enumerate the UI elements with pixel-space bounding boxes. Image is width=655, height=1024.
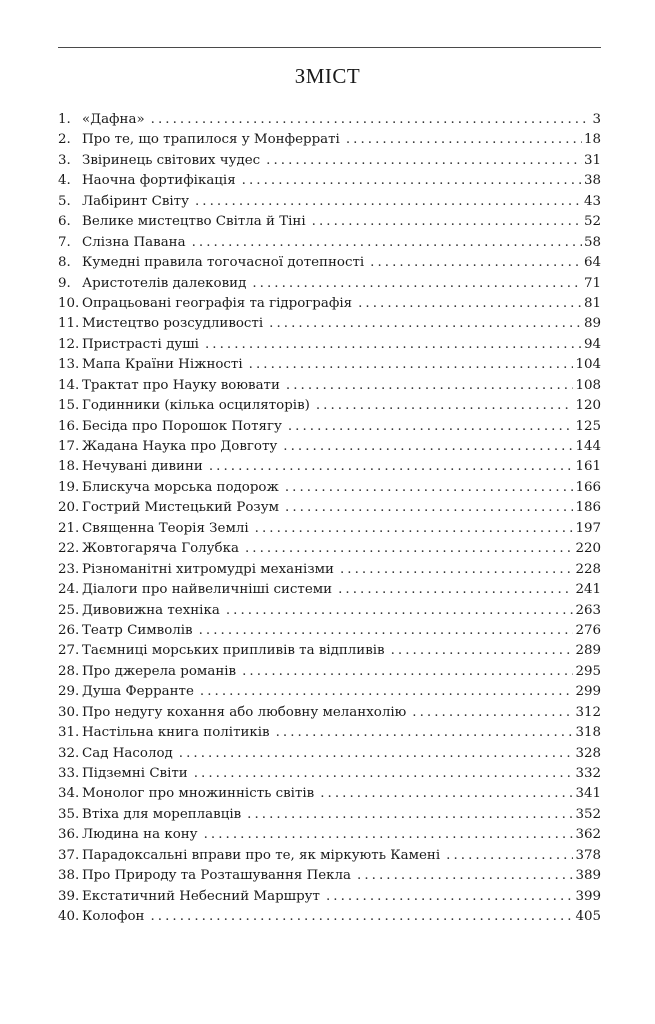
toc-dot-leader [247, 805, 573, 825]
toc-entry-number: 32. [58, 745, 80, 761]
toc-dot-leader [242, 662, 573, 682]
toc-entry [58, 478, 601, 498]
toc-entry-title: Театр Символів [82, 622, 193, 638]
toc-dot-leader [205, 335, 582, 355]
toc-entry-number: 19. [58, 479, 80, 495]
toc-dot-leader [391, 641, 574, 661]
toc-entry-title: Про Природу та Розташування Пекла [82, 868, 352, 884]
toc-entry-number: 34. [58, 786, 80, 802]
toc-entry-number: 40. [58, 909, 80, 925]
toc-entry-number: 6. [58, 214, 71, 230]
toc-entry-page-number: 328 [575, 745, 601, 761]
toc-entry-title: Про джерела романів [82, 663, 237, 679]
toc-entry [58, 274, 601, 294]
toc-entry-title: Дивовижна техніка [82, 602, 220, 618]
toc-dot-leader [446, 846, 573, 866]
toc-entry-title: Годинники (кілька осциляторів) [82, 398, 310, 414]
toc-entry-title: Мапа Країни Ніжності [82, 357, 243, 373]
toc-entry [58, 437, 601, 457]
toc-entry [58, 723, 601, 743]
toc-entry-number: 28. [58, 663, 80, 679]
toc-dot-leader [412, 703, 573, 723]
toc-dot-leader [150, 907, 573, 927]
toc-entry-title: Парадоксальні вправи про те, як міркують Камені [82, 847, 441, 863]
toc-entry-number: 3. [58, 152, 71, 168]
toc-entry-title: Опрацьовані географія та гідрографія [82, 295, 353, 311]
toc-dot-leader [316, 396, 574, 416]
toc-entry-number: 38. [58, 868, 80, 884]
toc-entry-title: Діалоги про найвеличніші системи [82, 582, 333, 598]
toc-entry-title: Різноманітні хитромудрі механізми [82, 561, 334, 577]
toc-entry-page-number: 332 [575, 766, 601, 781]
toc-entry-number: 31. [58, 725, 80, 741]
toc-dot-leader [151, 110, 591, 130]
toc-entry-page-number: 52 [583, 214, 601, 230]
toc-entry-title: Про те, що трапилося у Монферраті [82, 132, 340, 148]
toc-entry-page-number: 64 [583, 255, 601, 271]
toc-dot-leader [320, 784, 573, 804]
toc-entry-title: Блискуча морська подорож [82, 479, 279, 495]
toc-entry-title: Настільна книга політиків [82, 725, 270, 741]
toc-entry-page-number: 3 [592, 112, 601, 127]
toc-entry-title: Людина на кону [82, 827, 198, 843]
toc-entry [58, 376, 601, 396]
toc-entry-page-number: 378 [575, 847, 601, 863]
toc-entry [58, 539, 601, 559]
toc-entry-number: 1. [58, 112, 71, 127]
toc-entry-page-number: 352 [575, 806, 601, 822]
toc-entry-page-number: 89 [583, 316, 601, 332]
toc-entry [58, 764, 601, 784]
toc-dot-leader [195, 192, 582, 212]
toc-entry [58, 887, 601, 907]
toc-dot-leader [252, 274, 582, 294]
toc-entry-title: Про недугу кохання або любовну меланхолію [82, 704, 407, 720]
toc-entry-page-number: 318 [575, 725, 601, 741]
toc-entry-number: 39. [58, 888, 80, 904]
toc-entry-page-number: 43 [583, 193, 601, 209]
toc-entry-title: Слізна Павана [82, 234, 186, 250]
toc-entry [58, 846, 601, 866]
toc-dot-leader [242, 171, 582, 191]
toc-entry [58, 171, 601, 191]
toc-entry-number: 16. [58, 418, 80, 434]
toc-dot-leader [285, 478, 574, 498]
toc-dot-leader [288, 417, 574, 437]
toc-entry-title: Аристотелів далековид [82, 275, 247, 291]
toc-entry-number: 20. [58, 500, 80, 516]
toc-entry-title: Таємниці морських припливів та відпливів [82, 643, 385, 659]
toc-entry [58, 682, 601, 702]
toc-entry-page-number: 341 [575, 786, 601, 802]
toc-entry-page-number: 166 [575, 479, 601, 495]
toc-entry [58, 907, 601, 927]
toc-entry-number: 25. [58, 602, 80, 618]
toc-dot-leader [370, 253, 582, 273]
toc-entry-number: 15. [58, 398, 80, 414]
toc-entry-title: Пристрасті душі [82, 336, 199, 352]
toc-entry [58, 703, 601, 723]
toc-dot-leader [255, 519, 574, 539]
toc-entry [58, 212, 601, 232]
toc-entry-number: 27. [58, 643, 80, 659]
toc-entry-title: Трактат про Науку воювати [82, 377, 280, 393]
toc-entry-title: Монолог про множинність світів [82, 786, 315, 802]
toc-entry-number: 36. [58, 827, 80, 843]
toc-entry-title: Колофон [82, 909, 145, 925]
toc-entry [58, 130, 601, 150]
toc-entry-page-number: 289 [575, 643, 601, 659]
toc-dot-leader [266, 151, 582, 171]
toc-entry-number: 24. [58, 582, 80, 598]
toc-entry-page-number: 125 [575, 418, 601, 434]
toc-entry-title: «Дафна» [82, 112, 145, 127]
table-of-contents [58, 110, 601, 928]
toc-entry-page-number: 186 [575, 500, 601, 516]
toc-entry-page-number: 399 [575, 888, 601, 904]
toc-entry [58, 253, 601, 273]
toc-entry-title: Жовтогаряча Голубка [82, 541, 239, 557]
toc-entry-title: Екстатичний Небесний Маршрут [82, 888, 320, 904]
toc-entry [58, 825, 601, 845]
toc-entry-page-number: 161 [575, 459, 601, 475]
toc-dot-leader [276, 723, 574, 743]
toc-entry-number: 18. [58, 459, 80, 475]
toc-entry-title: Велике мистецтво Світла й Тіні [82, 214, 306, 230]
toc-entry-page-number: 104 [575, 357, 601, 373]
toc-entry [58, 805, 601, 825]
toc-entry [58, 110, 601, 130]
toc-entry-page-number: 220 [575, 541, 601, 557]
toc-entry-title: Звіринець світових чудес [82, 152, 261, 168]
toc-entry-page-number: 276 [575, 622, 601, 638]
toc-entry [58, 866, 601, 886]
toc-entry-page-number: 108 [575, 377, 601, 393]
toc-entry-title: Сад Насолод [82, 745, 173, 761]
toc-entry-number: 8. [58, 255, 71, 271]
toc-entry-number: 2. [58, 132, 71, 148]
toc-entry [58, 457, 601, 477]
toc-entry [58, 335, 601, 355]
toc-entry [58, 580, 601, 600]
toc-entry-page-number: 295 [575, 663, 601, 679]
toc-dot-leader [200, 682, 574, 702]
toc-entry-title: Жадана Наука про Довготу [82, 439, 278, 454]
toc-dot-leader [245, 539, 573, 559]
toc-entry [58, 560, 601, 580]
toc-entry-number: 30. [58, 704, 80, 720]
toc-entry-page-number: 299 [575, 684, 601, 700]
toc-entry-number: 37. [58, 847, 80, 863]
toc-entry-page-number: 18 [583, 132, 601, 148]
toc-entry-page-number: 263 [575, 602, 601, 618]
toc-entry [58, 355, 601, 375]
toc-entry-page-number: 120 [575, 398, 601, 414]
toc-entry-page-number: 31 [583, 152, 601, 168]
toc-entry-page-number: 197 [575, 520, 601, 536]
toc-dot-leader [192, 233, 582, 253]
toc-dot-leader [358, 294, 582, 314]
toc-entry-number: 11. [58, 316, 80, 332]
toc-entry-page-number: 312 [575, 704, 601, 720]
toc-dot-leader [312, 212, 582, 232]
toc-entry-page-number: 389 [575, 868, 601, 884]
toc-entry-number: 10. [58, 295, 80, 311]
toc-entry-title: Підземні Світи [82, 766, 188, 781]
toc-entry-page-number: 81 [583, 295, 601, 311]
toc-entry-title: Мистецтво розсудливості [82, 316, 264, 332]
toc-entry-number: 9. [58, 275, 71, 291]
toc-entry [58, 396, 601, 416]
toc-dot-leader [346, 130, 582, 150]
toc-entry [58, 151, 601, 171]
page-title: ЗМІСТ [294, 64, 361, 88]
toc-entry-number: 33. [58, 766, 80, 781]
toc-entry-title: Бесіда про Порошок Потягу [82, 418, 282, 434]
toc-entry-number: 26. [58, 622, 80, 638]
toc-dot-leader [283, 437, 573, 457]
toc-entry-number: 35. [58, 806, 80, 822]
toc-entry-number: 7. [58, 234, 71, 250]
toc-dot-leader [269, 314, 582, 334]
toc-entry [58, 294, 601, 314]
toc-entry [58, 641, 601, 661]
toc-dot-leader [226, 601, 574, 621]
toc-entry [58, 621, 601, 641]
toc-entry-page-number: 71 [583, 275, 601, 291]
toc-entry-title: Нечувані дивини [82, 459, 203, 475]
toc-entry-page-number: 144 [575, 439, 601, 454]
toc-entry-number: 29. [58, 684, 80, 700]
toc-dot-leader [326, 887, 573, 907]
toc-entry-title: Втіха для мореплавців [82, 806, 242, 822]
toc-entry-page-number: 362 [575, 827, 601, 843]
toc-entry [58, 784, 601, 804]
toc-entry [58, 417, 601, 437]
toc-entry-title: Душа Ферранте [82, 684, 194, 700]
toc-entry-number: 14. [58, 377, 80, 393]
toc-entry [58, 498, 601, 518]
toc-entry-title: Гострий Мистецький Розум [82, 500, 280, 516]
toc-dot-leader [179, 744, 574, 764]
toc-entry [58, 519, 601, 539]
toc-entry [58, 192, 601, 212]
toc-dot-leader [286, 376, 574, 396]
toc-entry-title: Священна Теорія Землі [82, 520, 249, 536]
toc-dot-leader [285, 498, 573, 518]
toc-entry-number: 5. [58, 193, 71, 209]
toc-entry [58, 314, 601, 334]
toc-entry-number: 13. [58, 357, 80, 373]
toc-entry-number: 21. [58, 520, 80, 536]
toc-dot-leader [209, 457, 574, 477]
toc-entry-page-number: 228 [575, 561, 601, 577]
toc-entry-title: Наочна фортифікація [82, 173, 236, 189]
toc-entry-page-number: 94 [583, 336, 601, 352]
toc-entry-number: 17. [58, 439, 80, 454]
toc-entry-number: 22. [58, 541, 80, 557]
toc-dot-leader [340, 560, 573, 580]
top-rule [58, 47, 601, 48]
toc-dot-leader [204, 825, 574, 845]
toc-entry-page-number: 405 [575, 909, 601, 925]
toc-dot-leader [357, 866, 573, 886]
toc-entry-page-number: 58 [583, 234, 601, 250]
toc-entry [58, 233, 601, 253]
toc-dot-leader [249, 355, 574, 375]
toc-entry-number: 4. [58, 173, 71, 189]
toc-entry [58, 662, 601, 682]
toc-entry-page-number: 241 [575, 582, 601, 598]
toc-dot-leader [199, 621, 574, 641]
toc-entry-number: 23. [58, 561, 80, 577]
toc-entry-title: Кумедні правила тогочасної дотепності [82, 255, 365, 271]
toc-entry-number: 12. [58, 336, 80, 352]
toc-dot-leader [338, 580, 573, 600]
toc-dot-leader [194, 764, 574, 784]
toc-entry-page-number: 38 [583, 173, 601, 189]
toc-entry [58, 601, 601, 621]
toc-entry [58, 744, 601, 764]
toc-entry-title: Лабіринт Світу [82, 193, 189, 209]
